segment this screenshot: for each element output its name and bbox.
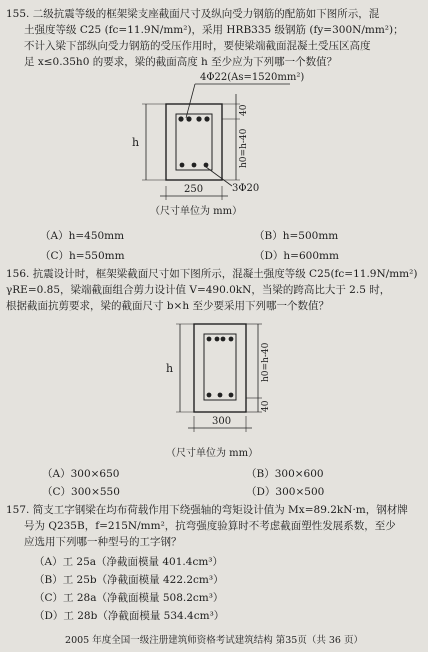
q155-h0-label: h0=h-40 bbox=[239, 128, 249, 168]
q157-option-c[interactable]: （C）工 28a（净截面模量 508.2cm³） bbox=[34, 592, 224, 604]
q156-unit-label: （尺寸单位为 mm） bbox=[166, 448, 259, 459]
q157-line-3: 应选用下列哪一种型号的工字钢？ bbox=[24, 536, 182, 548]
q155-line-4: 足 x≤0.35h0 的要求，梁的截面高度 h 至少应为下列哪一个数值？ bbox=[24, 56, 338, 68]
q155-option-c[interactable]: （C）h=550mm bbox=[40, 250, 125, 262]
q156-line-1: 156. 抗震设计时，框架梁截面尺寸如下图所示，混凝土强度等级 C25(fc=11.9N/mm²) bbox=[6, 268, 418, 280]
q155-h-label: h bbox=[132, 136, 140, 149]
q155-line-3: 不计入梁下部纵向受力钢筋的受压作用时，要使梁端截面混凝土受压区高度 bbox=[24, 40, 371, 52]
page-footer: 2005 年度全国一级注册建筑师资格考试建筑结构 第35页（共 36 页） bbox=[65, 635, 363, 646]
q157-option-a[interactable]: （A）工 25a（净截面模量 401.4cm³） bbox=[34, 556, 223, 568]
q157-option-b[interactable]: （B）工 25b（净截面模量 422.2cm³） bbox=[34, 574, 224, 586]
q155-cover-label: 40 bbox=[239, 104, 249, 116]
q156-width-label: 300 bbox=[212, 416, 232, 427]
q156-option-c[interactable]: （C）300×550 bbox=[42, 486, 120, 498]
q156-option-d[interactable]: （D）300×500 bbox=[246, 486, 325, 498]
q156-option-b[interactable]: （B）300×600 bbox=[246, 468, 324, 480]
q157-line-1: 157. 简支工字钢梁在均布荷载作用下绕强轴的弯矩设计值为 Mx=89.2kN·m，钢材牌 bbox=[6, 504, 408, 516]
q156-cover-label: 40 bbox=[261, 400, 271, 412]
q156-beam-outline bbox=[194, 324, 246, 412]
q156-option-a[interactable]: （A）300×650 bbox=[42, 468, 120, 480]
q155-top-rebar-label: 4Φ22(As=1520mm²) bbox=[200, 72, 305, 83]
q156-stirrup bbox=[204, 334, 236, 400]
q156-line-3: 根据截面抗剪要求，梁的截面尺寸 b×h 至少要采用下列哪一个数值？ bbox=[6, 300, 329, 312]
q157-line-2: 号为 Q235B，f=215N/mm²，抗弯强度验算时不考虑截面塑性发展系数，至少 bbox=[24, 520, 396, 532]
q155-bottom-rebar-label: 3Φ20 bbox=[232, 183, 260, 194]
q156-h0-label: h0=h-40 bbox=[261, 342, 271, 382]
q155-width-label: 250 bbox=[184, 184, 204, 195]
q155-option-d[interactable]: （D）h=600mm bbox=[254, 250, 339, 262]
q156-line-2: γRE=0.85，梁端截面组合剪力设计值 V=490.0kN，当梁的跨高比大于 2.5 时， bbox=[6, 284, 391, 296]
q156-h-label: h bbox=[166, 362, 174, 375]
q155-option-b[interactable]: （B）h=500mm bbox=[254, 230, 339, 242]
q155-unit-label: （尺寸单位为 mm） bbox=[150, 206, 243, 217]
q155-line-1: 155. 二级抗震等级的框架梁支座截面尺寸及纵向受力钢筋的配筋如下图所示，混 bbox=[6, 8, 380, 20]
q155-line-2: 土强度等级 C25 (fc=11.9N/mm²)，采用 HRB335 级钢筋 (fy=300N/mm²)； bbox=[24, 24, 404, 36]
q155-option-a[interactable]: （A）h=450mm bbox=[40, 230, 125, 242]
q157-option-d[interactable]: （D）工 28b（净截面模量 534.4cm³） bbox=[34, 610, 225, 622]
